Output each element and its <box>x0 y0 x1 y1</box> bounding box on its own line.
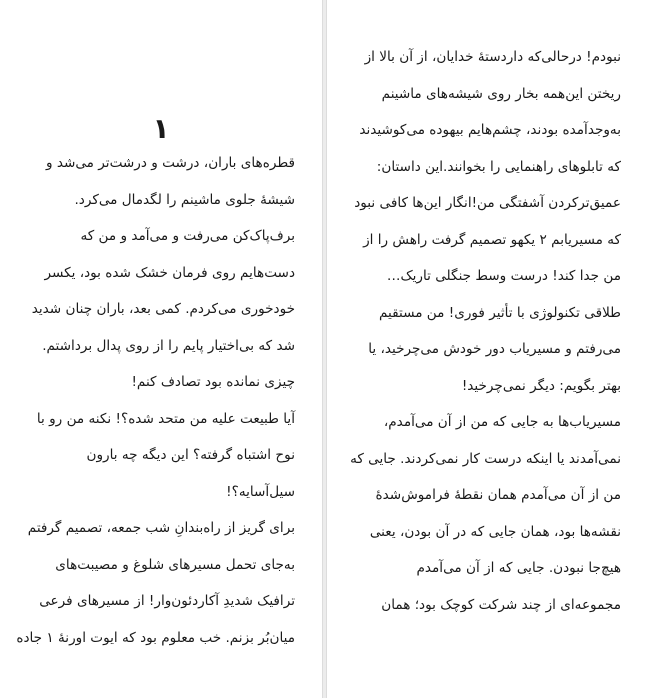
text-line: شیشهٔ جلوی ماشینم را لگدمال می‌کرد. <box>74 191 295 208</box>
text-line: نبودم! درحالی‌که داردستهٔ خدایان، از آن بالا از <box>364 49 621 65</box>
text-line: من جدا کند! درست وسط جنگلی تاریک… <box>386 268 621 284</box>
text-line: که تابلوهای راهنمایی را بخوانند.این داستان: <box>376 158 621 175</box>
right-page-lines <box>350 39 621 623</box>
left-page <box>0 0 322 698</box>
text-line: عمیق‌ترکردن آشفتگی من!انگار این‌ها کافی نبود <box>354 195 621 211</box>
right-page <box>327 0 647 698</box>
text-line: که مسیریابم ۲ یکهو تصمیم گرفت راهش را از <box>363 231 621 248</box>
text-line: نقشه‌ها بود، همان جایی که در آن بودن، یعنی <box>369 523 621 540</box>
text-line: به‌جای تحمل مسیرهای شلوغ و مصیبت‌های <box>55 556 295 573</box>
text-line: خودخوری می‌کردم. کمی بعد، باران چنان شدید <box>31 301 295 317</box>
chapter-number: ۱ <box>152 112 170 145</box>
text-line: برای گریز از راه‌بندانِ شب جمعه، تصمیم گرفتم <box>27 520 295 536</box>
text-line: شد که بی‌اختیار پایم را از روی پدال برداشتم. <box>42 337 295 354</box>
text-line: ریختن این‌همه بخار روی شیشه‌های ماشینم <box>381 85 621 102</box>
text-line: طلاقی تکنولوژی با تأثیر فوری! من مستقیم <box>378 304 621 321</box>
text-line: من از آن می‌آمدم همان نقطهٔ فراموش‌شدهٔ <box>375 487 621 503</box>
text-line: بهتر بگویم: دیگر نمی‌چرخید! <box>461 377 621 394</box>
text-line: به‌وجدآمده بودند، چشم‌هایم بیهوده می‌کوشیدند <box>359 122 621 138</box>
text-line: مجموعه‌ای از چند شرکت کوچک بود؛ همان <box>381 596 621 613</box>
text-line: مسیریاب‌ها به جایی که من از آن می‌آمدم، <box>383 414 621 430</box>
text-line: می‌رفتم و مسیریاب دور خودش می‌چرخید، یا <box>368 341 621 357</box>
text-line: ترافیک شدیدِ آکاردئون‌وار! از مسیرهای فرعی <box>39 593 295 609</box>
left-page-lines <box>16 145 295 656</box>
text-line: هیچ‌جا نبودن. جایی که از آن می‌آمدم <box>416 560 621 576</box>
text-line: نمی‌آمدند یا اینکه درست کار نمی‌کردند. جایی که <box>350 450 621 467</box>
text-line: سیل‌آسایه‌؟! <box>226 483 295 500</box>
text-line: آیا طبیعت علیه من متحد شده؟! نکنه من رو با <box>36 410 295 427</box>
text-line: چیزی نمانده بود تصادف کنم! <box>131 374 295 390</box>
text-line: برف‌پاک‌کن می‌رفت و می‌آمد و من که <box>80 228 295 244</box>
text-line: نوح اشتباه گرفته؟ این دیگه چه بارون <box>86 447 295 463</box>
text-line: دست‌هایم روی فرمان خشک شده بود، یکسر <box>44 264 295 281</box>
text-line: قطره‌های باران، درشت و درشت‌تر می‌شد و <box>45 155 295 171</box>
text-line: میان‌بُر بزنم. خب معلوم بود که ایوت اورنهٔ ۱ جاده <box>16 629 295 646</box>
